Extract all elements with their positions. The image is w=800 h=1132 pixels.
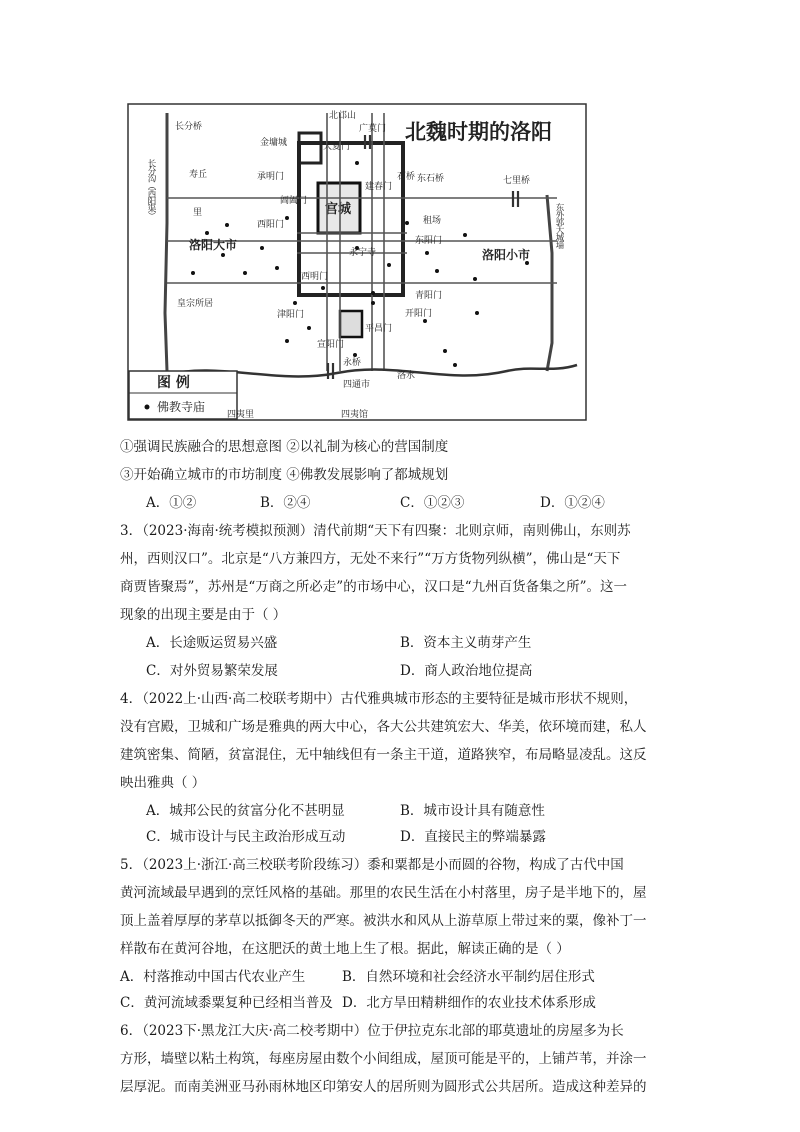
label-shouqiu: 寿丘 — [189, 170, 208, 180]
q6-line-2: 方形，墙壁以粘土构筑，每座房屋由数个小间组成，屋顶可能是平的，上铺芦苇，并涂一 — [120, 1051, 647, 1067]
label-zuchang: 租场 — [423, 216, 442, 226]
legend-title: 图 例 — [157, 375, 190, 391]
label-jianchun: 建春门 — [365, 182, 393, 192]
label-jinyong: 金墉城 — [260, 138, 288, 148]
q3-option-d[interactable]: D．商人政治地位提高 — [400, 663, 533, 679]
label-qingyang: 青阳门 — [415, 291, 443, 301]
q3-option-a[interactable]: A．长途贩运贸易兴盛 — [146, 635, 278, 651]
label-luoyang-da: 洛阳大市 — [189, 238, 238, 252]
q3-option-c[interactable]: C．对外贸易繁荣发展 — [146, 663, 278, 679]
label-li: 里 — [193, 208, 203, 218]
legend-item: 佛教寺庙 — [157, 400, 206, 414]
q5-option-b[interactable]: B．自然环境和社会经济水平制约居住形式 — [342, 969, 595, 985]
label-huangzong: 皇宗所居 — [177, 299, 214, 309]
label-yongqiao: 永桥 — [343, 358, 362, 368]
q5-option-c[interactable]: C．黄河流域黍粟复种已经相当普及 — [120, 995, 333, 1011]
q5-line-4: 样散布在黄河谷地，在这肥沃的黄土地上生了根。据此，解读正确的是（ ） — [120, 941, 570, 957]
label-qili: 七里桥 — [503, 176, 531, 186]
q4-line-4: 映出雅典（ ） — [120, 775, 206, 791]
label-changfen: 长分桥 — [175, 122, 203, 132]
q2-option-b[interactable]: B．②④ — [260, 495, 311, 511]
q2-option-d[interactable]: D．①②④ — [540, 495, 605, 511]
label-dongshiqiao: 东石桥 — [417, 174, 445, 184]
q4-option-a[interactable]: A．城邦公民的贫富分化不甚明显 — [146, 803, 345, 819]
q2-option-a[interactable]: A．①② — [146, 495, 197, 511]
label-luoyang-xiao: 洛阳小市 — [482, 248, 531, 262]
q4-option-d[interactable]: D．直接民主的弊端暴露 — [400, 829, 546, 845]
q4-option-c[interactable]: C．城市设计与民主政治形成互动 — [146, 829, 346, 845]
label-jinyang: 津阳门 — [277, 310, 305, 320]
q3-line-1: 3．（2023·海南·统考模拟预测）清代前期“天下有四聚：北则京师，南则佛山，东则苏 — [120, 523, 631, 539]
q5-line-2: 黄河流域最早遇到的烹饪风格的基础。那里的农民生活在小村落里，房子是半地下的，屋 — [120, 885, 647, 901]
q5-line-3: 顶上盖着厚厚的茅草以抵御冬天的严寒。被洪水和风从上游草原上带过来的粟，像补丁一 — [120, 913, 647, 929]
palace-label: 宫城 — [325, 202, 352, 217]
label-shi: 石桥 — [397, 172, 416, 182]
q6-line-3: 层厚泥。而南美洲亚马孙雨林地区印第安人的居所则为圆形式公共居所。造成这种差异的 — [120, 1079, 647, 1095]
q4-option-b[interactable]: B．城市设计具有随意性 — [400, 803, 545, 819]
label-guangmo: 广莫门 — [359, 124, 387, 134]
label-yangqu: 东外郭大城墙 — [554, 203, 564, 248]
q3-line-2: 州，西则汉口”。北京是“八方兼四方，无处不来行”“万方货物列纵横”，佛山是“天下 — [120, 551, 621, 567]
q5-option-a[interactable]: A．村落推动中国古代农业产生 — [120, 969, 306, 985]
line-statement-2: ③开始确立城市的市坊制度 ④佛教发展影响了都城规划 — [120, 467, 449, 483]
q3-option-b[interactable]: B．资本主义萌芽产生 — [400, 635, 532, 651]
map-title: 北魏时期的洛阳 — [405, 119, 552, 144]
label-daxia: 大夏门 — [323, 142, 351, 152]
q4-line-2: 没有宫殿，卫城和广场是雅典的两大中心，各大公共建筑宏大、华美，依环境而建，私人 — [120, 719, 647, 735]
label-sitong: 四通市 — [343, 380, 371, 390]
q3-line-3: 商贾皆聚焉”，苏州是“万商之所必走”的市场中心，汉口是“九州百货备集之所”。这一 — [120, 579, 628, 595]
label-dongyang: 东阳门 — [415, 236, 443, 246]
label-changhe: 阊阖门 — [280, 196, 308, 206]
q5-option-d[interactable]: D．北方旱田精耕细作的农业技术体系形成 — [342, 995, 596, 1011]
label-changfengou: 长分沟（西阳渠） — [146, 159, 156, 219]
q6-line-1: 6．（2023下·黑龙江大庆·高二校考期中）位于伊拉克东北部的耶莫遗址的房屋多为长 — [120, 1023, 624, 1039]
south-block — [340, 311, 362, 337]
label-yongning: 永宁寺 — [349, 248, 377, 258]
label-siyili: 四夷里 — [227, 410, 255, 420]
label-pingchang: 平昌门 — [365, 324, 393, 334]
label-ximing: 西明门 — [301, 272, 329, 282]
q4-line-1: 4．（2022上·山西·高二校联考期中）古代雅典城市形态的主要特征是城市形状不规则， — [120, 691, 638, 707]
label-chengming: 承明门 — [257, 172, 285, 182]
q2-option-c[interactable]: C．①②③ — [400, 495, 465, 511]
beiwei-luoyang-map — [127, 103, 587, 421]
label-siyiguan: 四夷馆 — [341, 410, 369, 420]
line-statement-1: ①强调民族融合的思想意图 ②以礼制为核心的营国制度 — [120, 439, 449, 455]
label-kaiyang: 开阳门 — [405, 309, 433, 319]
temple-dot-icon — [145, 405, 150, 410]
label-luoshui: 洛水 — [397, 371, 416, 381]
label-xuanyang: 宣阳门 — [317, 340, 345, 350]
label-beimang: 北邙山 — [329, 111, 357, 121]
q5-line-1: 5．（2023上·浙江·高三校联考阶段练习）黍和粟都是小而圆的谷物，构成了古代中国 — [120, 857, 624, 873]
q4-line-3: 建筑密集、简陋，贫富混住，无中轴线但有一条主干道，道路狭窄，布局略显凌乱。这反 — [120, 747, 647, 763]
label-xiyang: 西阳门 — [257, 220, 285, 230]
q3-line-4: 现象的出现主要是由于（ ） — [120, 607, 287, 623]
